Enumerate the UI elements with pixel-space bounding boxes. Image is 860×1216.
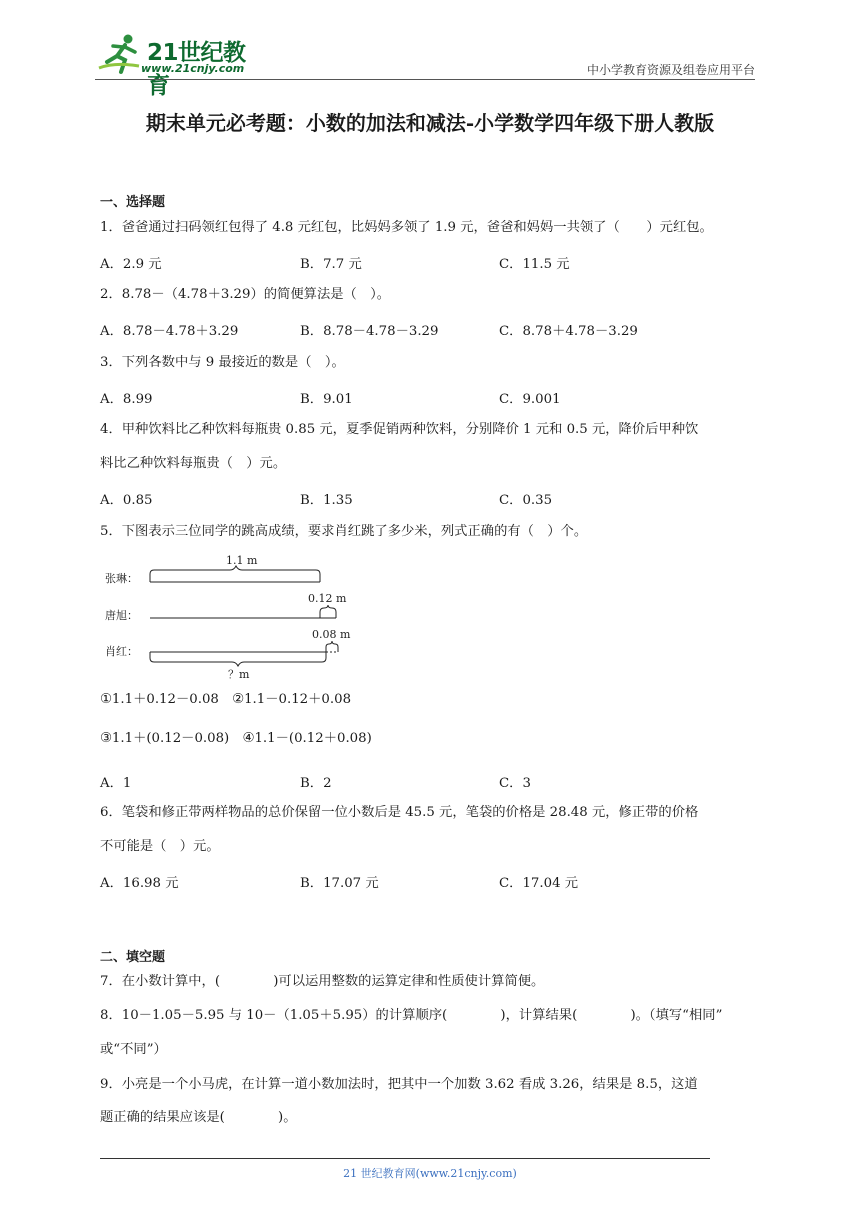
question-9-line-2: 题正确的结果应该是( )。: [100, 1110, 297, 1125]
q6-option-c: C．17.04 元: [499, 876, 579, 891]
unknown-xiao: ？m: [228, 668, 250, 681]
q3-option-a: A．8.99: [100, 392, 153, 407]
q2-option-b: B．8.78－4.78－3.29: [300, 324, 439, 339]
question-4-line-2: 料比乙种饮料每瓶贵（ ）元。: [100, 456, 287, 471]
question-4-line-1: 4．甲种饮料比乙种饮料每瓶贵 0.85 元，夏季促销两种饮料，分别降价 1 元和 0.5 元，降价后甲种饮: [100, 422, 699, 437]
runner-icon: [95, 32, 143, 76]
question-5: 5．下图表示三位同学的跳高成绩，要求肖红跳了多少米，列式正确的有（ ）个。: [100, 524, 588, 539]
section-fill-heading: 二、填空题: [100, 950, 166, 965]
section-choice-heading: 一、选择题: [100, 195, 166, 210]
brace-zhang: [150, 566, 320, 582]
diff-tang: 0.12 m: [308, 592, 347, 605]
q5-option-b: B．2: [300, 776, 332, 791]
q4-option-a: A．0.85: [100, 493, 153, 508]
header-divider: [95, 79, 755, 80]
site-logo: [95, 32, 265, 99]
q5-formula-line-1: ①1.1＋0.12－0.08 ②1.1－0.12＋0.08: [100, 692, 352, 707]
label-xiao: 肖红：: [105, 645, 138, 658]
question-6-line-1: 6．笔袋和修正带两样物品的总价保留一位小数后是 45.5 元，笔袋的价格是 28.48 元，修正带的价格: [100, 805, 699, 820]
logo-text: 21世纪教育: [147, 40, 246, 99]
q1-option-c: C．11.5 元: [499, 257, 570, 272]
q3-option-c: C．9.001: [499, 392, 561, 407]
length-zhang: 1.1 m: [226, 554, 258, 567]
q2-option-a: A．8.78－4.78＋3.29: [100, 324, 239, 339]
question-2: 2．8.78－（4.78＋3.29）的简便算法是（ ）。: [100, 287, 391, 302]
q5-option-c: C．3: [499, 776, 531, 791]
question-8-line-1: 8．10－1.05－5.95 与 10－（1.05＋5.95）的计算顺序( )，计算结果( )。（填写“相同”: [100, 1008, 723, 1023]
page-title: 期末单元必考题：小数的加法和减法-小学数学四年级下册人教版: [145, 111, 715, 135]
question-1: 1．爸爸通过扫码领红包得了 4.8 元红包，比妈妈多领了 1.9 元，爸爸和妈妈一共领了（ ）元红包。: [100, 220, 713, 235]
q5-formula-line-2: ③1.1＋(0.12－0.08) ④1.1－(0.12＋0.08): [100, 731, 372, 746]
question-9-line-1: 9．小亮是一个小马虎，在计算一道小数加法时，把其中一个加数 3.62 看成 3.26，结果是 8.5，这道: [100, 1077, 698, 1092]
logo-url: www.21cnjy.com: [141, 62, 245, 75]
footer-text[interactable]: 21 世纪教育网(www.21cnjy.com): [343, 1167, 517, 1180]
diff-xiao: 0.08 m: [312, 628, 351, 641]
question-3: 3．下列各数中与 9 最接近的数是（ ）。: [100, 355, 345, 370]
label-zhang: 张琳：: [105, 572, 138, 585]
q6-option-a: A．16.98 元: [100, 876, 179, 891]
q5-option-a: A．1: [100, 776, 132, 791]
label-tang: 唐旭：: [105, 609, 138, 622]
jump-height-diagram: [100, 552, 380, 682]
question-8-line-2: 或“不同”）: [100, 1042, 167, 1057]
q6-option-b: B．17.07 元: [300, 876, 379, 891]
q2-option-c: C．8.78＋4.78－3.29: [499, 324, 638, 339]
brace-xiao-diff: [326, 641, 338, 652]
brace-tang: [320, 605, 336, 618]
footer-divider: [100, 1158, 710, 1159]
q3-option-b: B．9.01: [300, 392, 353, 407]
brace-xiao-total: [150, 652, 326, 666]
q4-option-b: B．1.35: [300, 493, 353, 508]
q1-option-b: B．7.7 元: [300, 257, 362, 272]
platform-name: 中小学教育资源及组卷应用平台: [586, 63, 755, 77]
question-6-line-2: 不可能是（ ）元。: [100, 839, 220, 854]
q1-option-a: A．2.9 元: [100, 257, 162, 272]
q4-option-c: C．0.35: [499, 493, 553, 508]
question-7: 7．在小数计算中，( )可以运用整数的运算定律和性质使计算简便。: [100, 974, 545, 989]
